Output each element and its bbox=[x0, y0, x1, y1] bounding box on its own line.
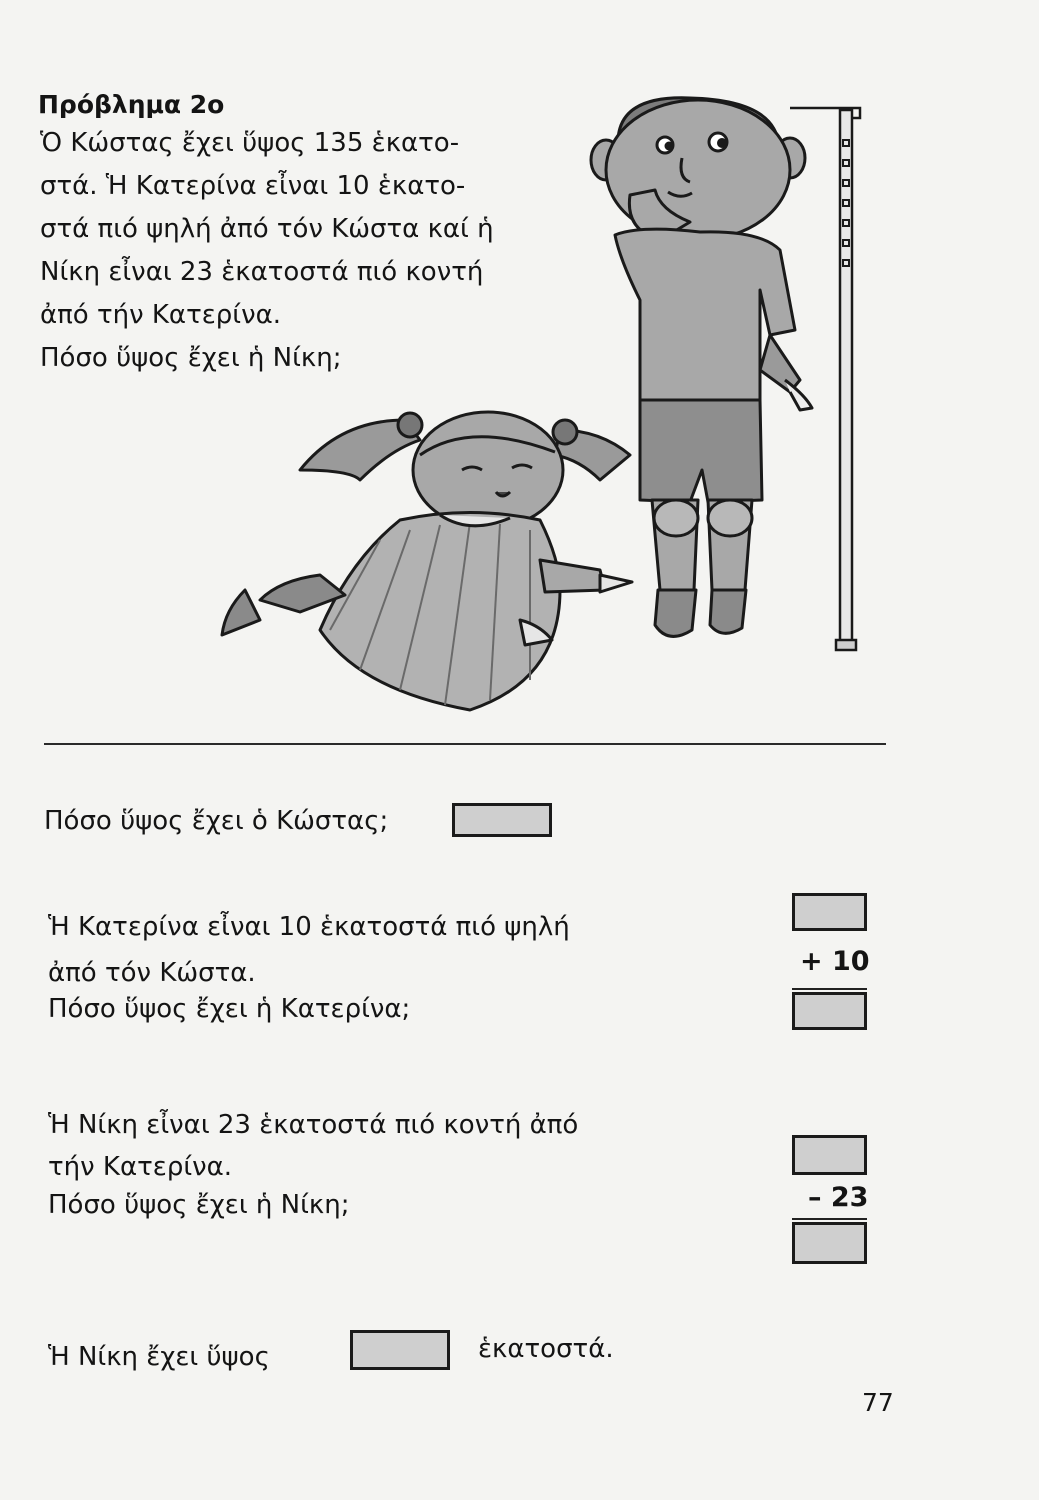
answer-box-kostas-copy[interactable] bbox=[792, 893, 867, 931]
problem-line: Ὁ Κώστας ἔχει ὕψος 135 ἑκατο- bbox=[40, 128, 460, 158]
boy-icon bbox=[591, 98, 812, 637]
step1-question: Πόσο ὕψος ἔχει ὁ Κώστας; bbox=[44, 806, 389, 836]
problem-line: στά πιό ψηλή ἀπό τόν Κώστα καί ἡ bbox=[40, 214, 494, 244]
problem-line: Νίκη εἶναι 23 ἑκατοστά πιό κοντή bbox=[40, 257, 484, 287]
step2-line3: Πόσο ὕψος ἔχει ἡ Κατερίνα; bbox=[48, 994, 411, 1024]
step3-line3: Πόσο ὕψος ἔχει ἡ Νίκη; bbox=[48, 1190, 350, 1220]
step2-line2: ἀπό τόν Κώστα. bbox=[48, 958, 256, 988]
operation-line bbox=[792, 1218, 867, 1220]
operation-line bbox=[792, 988, 867, 990]
answer-box-kostas[interactable] bbox=[452, 803, 552, 837]
girl-icon bbox=[222, 412, 632, 710]
problem-line: ἀπό τήν Κατερίνα. bbox=[40, 300, 282, 330]
final-answer-box[interactable] bbox=[350, 1330, 450, 1370]
final-answer-suffix: ἑκατοστά. bbox=[478, 1334, 614, 1364]
answer-box-niki[interactable] bbox=[792, 1222, 867, 1264]
problem-title: Πρόβλημα 2ο bbox=[38, 90, 225, 119]
page-number: 77 bbox=[862, 1388, 894, 1417]
problem-line: Πόσο ὕψος ἔχει ἡ Νίκη; bbox=[40, 343, 342, 373]
problem-line: στά. Ἡ Κατερίνα εἶναι 10 ἑκατο- bbox=[40, 171, 466, 201]
step3-line2: τήν Κατερίνα. bbox=[48, 1152, 233, 1182]
minus-operator: – 23 bbox=[808, 1182, 869, 1213]
section-divider bbox=[44, 743, 886, 745]
answer-box-katerina[interactable] bbox=[792, 992, 867, 1030]
final-answer-prefix: Ἡ Νίκη ἔχει ὕψος bbox=[48, 1342, 270, 1372]
step3-line1: Ἡ Νίκη εἶναι 23 ἑκατοστά πιό κοντή ἀπό bbox=[48, 1110, 579, 1140]
plus-operator: + 10 bbox=[800, 946, 870, 977]
step2-line1: Ἡ Κατερίνα εἶναι 10 ἑκατοστά πιό ψηλή bbox=[48, 912, 570, 942]
answer-box-katerina-copy[interactable] bbox=[792, 1135, 867, 1175]
